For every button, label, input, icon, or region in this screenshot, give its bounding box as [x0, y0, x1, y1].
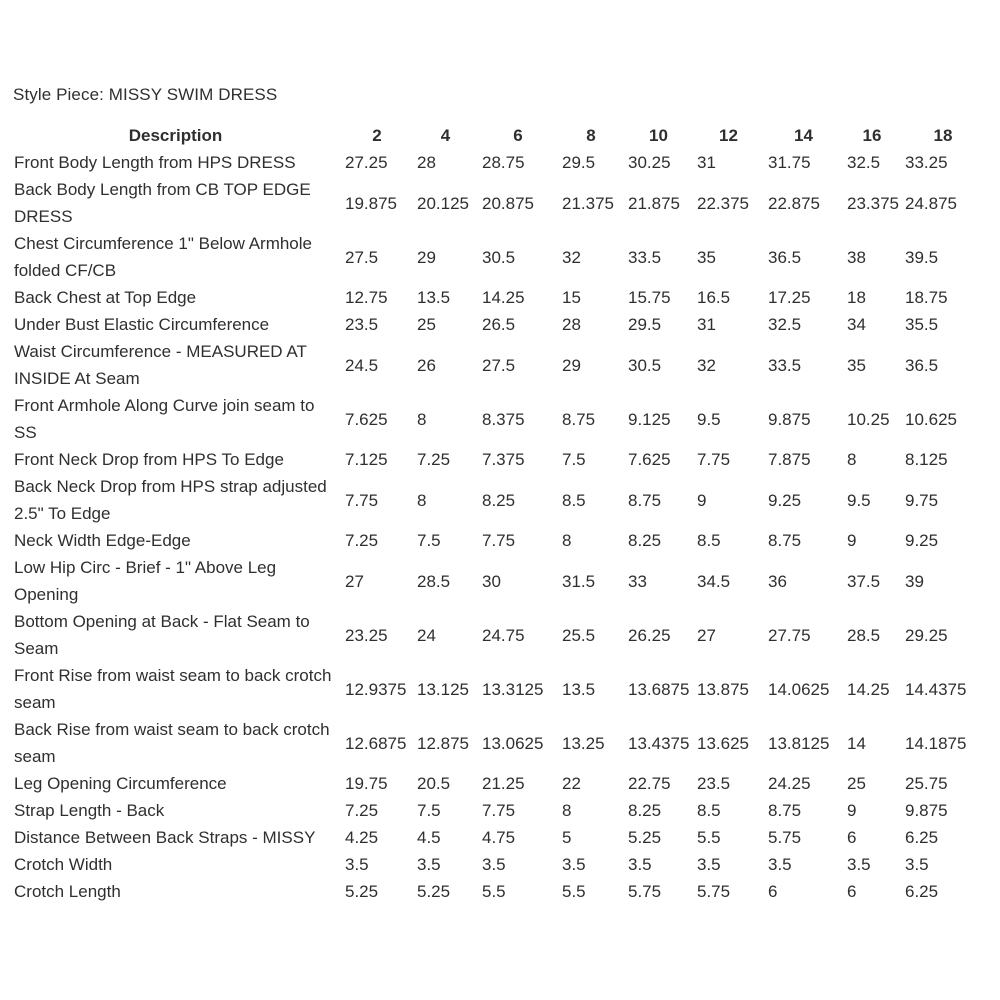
measurement-value: 7.25	[345, 531, 379, 550]
measurement-value: 3.5	[697, 855, 721, 874]
measurement-value: 22.75	[628, 774, 671, 793]
column-header-size: 10	[649, 126, 668, 145]
measurement-value: 32	[697, 355, 716, 375]
measurement-value: 14.1875	[905, 733, 967, 753]
measurement-value: 32.5	[847, 153, 881, 172]
measurement-value: 12.75	[345, 288, 388, 307]
measurement-description: Bottom Opening at Back - Flat Seam to Seam	[14, 612, 310, 658]
measurement-value: 12.6875	[345, 733, 407, 753]
measurement-value: 8	[417, 409, 427, 429]
measurement-value: 9.875	[768, 409, 811, 429]
measurement-description: Back Neck Drop from HPS strap adjusted 2.5" To Edge	[14, 477, 327, 523]
measurement-value: 8.5	[697, 531, 721, 550]
measurement-value: 6	[768, 882, 778, 901]
measurement-value: 24.875	[905, 193, 957, 213]
column-header-size: 12	[719, 126, 738, 145]
measurement-value: 22.875	[768, 193, 820, 213]
measurement-value: 7.625	[628, 450, 671, 469]
measurement-value: 5.5	[482, 882, 506, 901]
measurement-value: 7.25	[345, 801, 379, 820]
measurement-description: Crotch Width	[14, 855, 113, 874]
measurement-value: 37.5	[847, 571, 881, 591]
measurement-value: 35	[847, 355, 866, 375]
measurement-value: 5.5	[562, 882, 586, 901]
measurement-value: 8.125	[905, 450, 948, 469]
measurement-value: 3.5	[482, 855, 506, 874]
measurement-value: 8.75	[562, 409, 596, 429]
table-row	[10, 554, 985, 608]
measurement-value: 28.5	[847, 625, 881, 645]
measurement-value: 5.25	[417, 882, 451, 901]
measurement-value: 7.625	[345, 409, 388, 429]
measurement-value: 8	[847, 450, 857, 469]
measurement-description: Back Chest at Top Edge	[14, 288, 197, 307]
table-row	[10, 446, 985, 473]
measurement-value: 8.25	[482, 490, 516, 510]
measurement-value: 33.5	[768, 355, 802, 375]
measurement-value: 28	[417, 153, 436, 172]
measurement-value: 7.75	[482, 801, 516, 820]
measurement-value: 18	[847, 288, 866, 307]
column-header-size: 6	[513, 126, 523, 145]
table-row	[10, 824, 985, 851]
measurement-value: 14.0625	[768, 679, 830, 699]
measurement-value: 7.5	[562, 450, 586, 469]
measurement-value: 5	[562, 828, 572, 847]
measurement-value: 22.375	[697, 193, 749, 213]
measurement-value: 27	[697, 625, 716, 645]
measurement-value: 27	[345, 571, 364, 591]
measurement-value: 9.5	[847, 490, 871, 510]
measurement-value: 30.25	[628, 153, 671, 172]
measurement-value: 33	[628, 571, 647, 591]
column-header-description: Description	[128, 126, 223, 145]
measurement-value: 25	[847, 774, 866, 793]
measurement-value: 7.125	[345, 450, 388, 469]
measurement-value: 8	[562, 801, 572, 820]
measurement-value: 9	[697, 490, 707, 510]
measurement-value: 33.5	[628, 247, 662, 267]
measurement-value: 22	[562, 774, 581, 793]
measurement-value: 6.25	[905, 828, 939, 847]
measurement-value: 24.5	[345, 355, 379, 375]
measurement-value: 21.375	[562, 193, 614, 213]
measurement-value: 7.5	[417, 531, 441, 550]
measurement-value: 19.875	[345, 193, 397, 213]
table-body	[10, 149, 985, 905]
table-row	[10, 770, 985, 797]
measurement-value: 19.75	[345, 774, 388, 793]
measurement-value: 8	[417, 490, 427, 510]
measurement-value: 25	[417, 315, 436, 334]
measurement-description: Distance Between Back Straps - MISSY	[14, 828, 316, 847]
column-header-size: 4	[440, 126, 451, 145]
measurement-value: 3.5	[628, 855, 652, 874]
measurement-value: 29.25	[905, 625, 948, 645]
measurement-value: 31.75	[768, 153, 811, 172]
measurement-value: 17.25	[768, 288, 811, 307]
measurement-value: 13.5	[562, 679, 596, 699]
measurement-value: 20.875	[482, 193, 534, 213]
table-row	[10, 662, 985, 716]
table-row	[10, 527, 985, 554]
measurement-description: Neck Width Edge-Edge	[14, 531, 191, 550]
measurement-value: 34	[847, 315, 866, 334]
measurement-value: 25.75	[905, 774, 948, 793]
measurement-value: 34.5	[697, 571, 731, 591]
measurement-value: 14.4375	[905, 679, 967, 699]
measurement-value: 14	[847, 733, 866, 753]
measurement-value: 3.5	[768, 855, 792, 874]
measurement-value: 9.25	[768, 490, 802, 510]
measurement-value: 26.5	[482, 315, 516, 334]
measurement-value: 35.5	[905, 315, 939, 334]
table-row	[10, 608, 985, 662]
measurement-value: 24	[417, 625, 436, 645]
measurement-value: 7.75	[697, 450, 731, 469]
measurement-value: 5.75	[628, 882, 662, 901]
measurement-value: 28	[562, 315, 581, 334]
measurement-table	[10, 122, 985, 905]
measurement-description: Leg Opening Circumference	[14, 774, 227, 793]
measurement-value: 31	[697, 315, 716, 334]
measurement-value: 13.4375	[628, 733, 690, 753]
measurement-value: 30	[482, 571, 501, 591]
measurement-value: 29.5	[628, 315, 662, 334]
measurement-value: 10.25	[847, 409, 890, 429]
measurement-description: Crotch Length	[14, 882, 121, 901]
measurement-value: 13.5	[417, 288, 451, 307]
measurement-value: 8.75	[628, 490, 662, 510]
measurement-value: 32	[562, 247, 581, 267]
measurement-value: 15	[562, 288, 581, 307]
measurement-description: Strap Length - Back	[14, 801, 165, 820]
measurement-value: 9.125	[628, 409, 671, 429]
measurement-value: 28.5	[417, 571, 451, 591]
measurement-value: 24.75	[482, 625, 525, 645]
measurement-description: Waist Circumference - MEASURED AT INSIDE At Seam	[14, 342, 307, 388]
measurement-description: Under Bust Elastic Circumference	[14, 315, 270, 334]
measurement-value: 8.25	[628, 531, 662, 550]
measurement-value: 9.25	[905, 531, 939, 550]
measurement-value: 27.5	[345, 247, 379, 267]
measurement-value: 39.5	[905, 247, 939, 267]
measurement-value: 20.5	[417, 774, 451, 793]
measurement-value: 33.25	[905, 153, 948, 172]
measurement-value: 9.5	[697, 409, 721, 429]
measurement-value: 14.25	[847, 679, 890, 699]
measurement-value: 7.75	[345, 490, 379, 510]
measurement-value: 8.75	[768, 801, 802, 820]
measurement-value: 9.875	[905, 801, 948, 820]
column-header-size: 14	[794, 126, 813, 145]
table-row	[10, 149, 985, 176]
table-row	[10, 284, 985, 311]
column-header-size: 2	[372, 126, 382, 145]
measurement-description: Low Hip Circ - Brief - 1" Above Leg Opening	[14, 558, 277, 604]
measurement-value: 7.375	[482, 450, 525, 469]
measurement-value: 7.25	[417, 450, 451, 469]
column-header-size: 16	[862, 126, 882, 145]
measurement-value: 8	[562, 531, 572, 550]
measurement-value: 7.875	[768, 450, 811, 469]
measurement-value: 13.625	[697, 733, 749, 753]
measurement-value: 20.125	[417, 193, 469, 213]
measurement-description: Front Rise from waist seam to back crotch seam	[14, 666, 332, 712]
table-row	[10, 338, 985, 392]
measurement-value: 29	[562, 355, 581, 375]
measurement-value: 13.8125	[768, 733, 830, 753]
measurement-value: 26	[417, 355, 436, 375]
measurement-value: 30.5	[482, 247, 516, 267]
measurement-value: 9.75	[905, 490, 939, 510]
measurement-value: 5.25	[345, 882, 379, 901]
measurement-value: 16.5	[697, 288, 731, 307]
measurement-value: 3.5	[847, 855, 871, 874]
measurement-value: 5.75	[697, 882, 731, 901]
measurement-value: 3.5	[417, 855, 441, 874]
measurement-value: 3.5	[345, 855, 369, 874]
measurement-value: 3.5	[905, 855, 929, 874]
measurement-value: 4.5	[417, 828, 441, 847]
measurement-value: 27.75	[768, 625, 811, 645]
table-row	[10, 311, 985, 338]
measurement-value: 13.125	[417, 679, 469, 699]
measurement-description: Front Armhole Along Curve join seam to SS	[14, 396, 315, 442]
measurement-value: 15.75	[628, 288, 671, 307]
measurement-value: 25.5	[562, 625, 596, 645]
measurement-value: 30.5	[628, 355, 662, 375]
style-piece-title: Style Piece: MISSY SWIM DRESS	[13, 85, 278, 104]
measurement-value: 39	[905, 571, 924, 591]
measurement-value: 13.25	[562, 733, 605, 753]
measurement-description: Front Neck Drop from HPS To Edge	[14, 450, 284, 469]
measurement-value: 35	[697, 247, 716, 267]
measurement-value: 29.5	[562, 153, 596, 172]
table-row	[10, 230, 985, 284]
measurement-value: 9	[847, 801, 857, 820]
measurement-value: 8.5	[562, 490, 586, 510]
measurement-value: 9	[847, 531, 857, 550]
measurement-value: 5.25	[628, 828, 662, 847]
table-row	[10, 716, 985, 770]
measurement-value: 27.5	[482, 355, 516, 375]
measurement-value: 36.5	[768, 247, 802, 267]
measurement-value: 26.25	[628, 625, 671, 645]
measurement-value: 4.75	[482, 828, 516, 847]
measurement-value: 31.5	[562, 571, 596, 591]
table-row	[10, 851, 985, 878]
measurement-value: 4.25	[345, 828, 379, 847]
measurement-value: 8.375	[482, 409, 525, 429]
measurement-value: 23.25	[345, 625, 388, 645]
measurement-description: Chest Circumference 1" Below Armhole folded CF/CB	[14, 234, 312, 280]
measurement-value: 5.75	[768, 828, 802, 847]
measurement-value: 24.25	[768, 774, 811, 793]
measurement-value: 27.25	[345, 153, 388, 172]
table-row	[10, 797, 985, 824]
table-header-row	[10, 122, 985, 149]
table-row	[10, 176, 985, 230]
measurement-value: 6.25	[905, 882, 939, 901]
measurement-value: 13.0625	[482, 733, 544, 753]
table-row	[10, 392, 985, 446]
measurement-description: Front Body Length from HPS DRESS	[14, 153, 296, 172]
measurement-value: 12.875	[417, 733, 469, 753]
measurement-value: 8.75	[768, 531, 802, 550]
measurement-value: 32.5	[768, 315, 802, 334]
measurement-value: 12.9375	[345, 679, 407, 699]
measurement-value: 14.25	[482, 288, 525, 307]
measurement-value: 3.5	[562, 855, 586, 874]
measurement-value: 23.5	[697, 774, 731, 793]
table-row	[10, 878, 985, 905]
measurement-value: 13.875	[697, 679, 749, 699]
measurement-value: 13.3125	[482, 679, 544, 699]
measurement-value: 6	[847, 828, 857, 847]
measurement-description: Back Body Length from CB TOP EDGE DRESS	[14, 180, 311, 226]
measurement-value: 21.25	[482, 774, 525, 793]
measurement-value: 21.875	[628, 193, 680, 213]
measurement-value: 8.25	[628, 801, 662, 820]
measurement-value: 13.6875	[628, 679, 690, 699]
measurement-value: 8.5	[697, 801, 721, 820]
measurement-value: 7.5	[417, 801, 441, 820]
measurement-value: 18.75	[905, 288, 948, 307]
measurement-value: 36	[768, 571, 787, 591]
measurement-value: 10.625	[905, 409, 957, 429]
column-header-size: 18	[933, 126, 953, 145]
measurement-value: 5.5	[697, 828, 721, 847]
measurement-value: 36.5	[905, 355, 939, 375]
measurement-value: 23.375	[847, 193, 899, 213]
measurement-value: 29	[417, 247, 436, 267]
measurement-value: 28.75	[482, 153, 525, 172]
measurement-value: 31	[697, 153, 716, 172]
column-header-size: 8	[586, 126, 596, 145]
measurement-value: 38	[847, 247, 866, 267]
measurement-value: 23.5	[345, 315, 379, 334]
measurement-description: Back Rise from waist seam to back crotch seam	[14, 720, 330, 766]
measurement-value: 7.75	[482, 531, 516, 550]
measurement-value: 6	[847, 882, 857, 901]
table-row	[10, 473, 985, 527]
